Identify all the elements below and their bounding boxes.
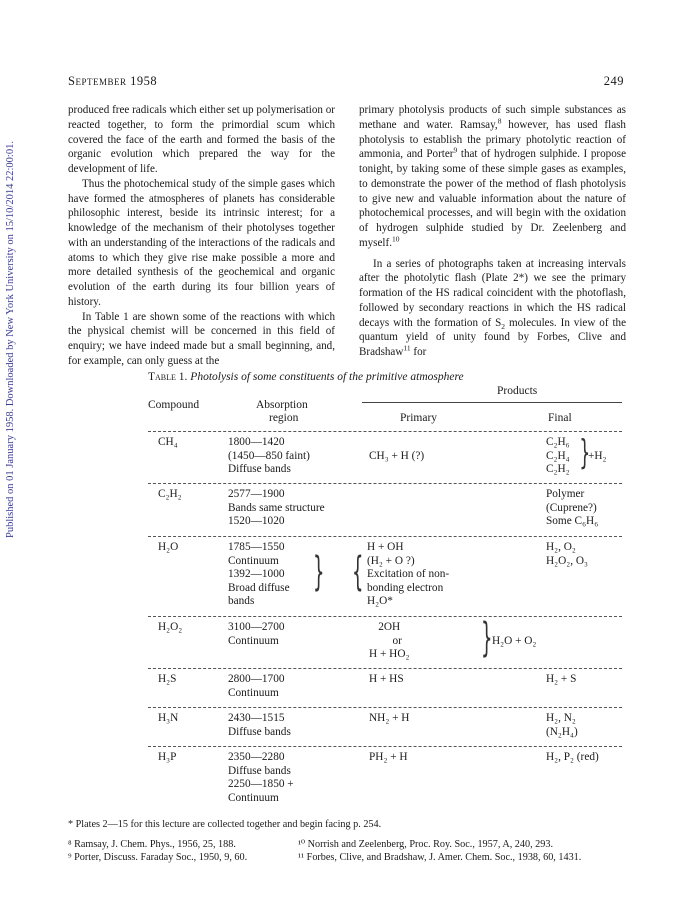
table-rule xyxy=(148,616,622,617)
download-stamp: Published on 01 January 1958. Downloaded by New York University on 15/10/2014 22:00:01. xyxy=(5,141,16,539)
paragraph: Thus the photochemical study of the simple gases which have formed the atmospheres of planets has considerable philosophic interest, beside its intrinsic interest; for a knowledge of the mechanism of their photolyses together with an understanding of the interactions of the radicals and atoms to which they give rise make possible a more and more detailed synthesis of the geochemical and organic evolution of the earth during its four billion years of history. xyxy=(68,177,335,308)
primary-ch4: CH₃ + H (?) xyxy=(369,450,425,462)
absorption-ch4: 1800—1420 (1450—850 faint) Diffuse bands xyxy=(228,436,310,475)
running-header xyxy=(68,74,624,90)
compound-h2o: H₂O xyxy=(158,541,179,553)
right-brace-icon: } xyxy=(579,433,591,473)
final-h2s: H₂ + S xyxy=(546,673,577,685)
primary-h3p: PH₂ + H xyxy=(369,751,408,763)
final-h3p: H₂, P₂ (red) xyxy=(546,751,599,763)
right-column xyxy=(359,103,626,360)
primary-h2o: H + OH (H₂ + O ?) Excitation of non- bonding electron H₂O* xyxy=(367,541,450,607)
compound-ch4: CH₄ xyxy=(158,436,178,448)
final-h3n: H₂, N₂ (N₂H₄) xyxy=(546,712,578,738)
footnote-ref9: ⁹ Porter, Discuss. Faraday Soc., 1950, 9, 60. xyxy=(68,852,248,863)
products-header: Products xyxy=(497,385,538,397)
primary-h2o2: 2OH or H + HO₂ xyxy=(369,621,410,660)
table-rule xyxy=(148,483,622,484)
header-date: September 1958 xyxy=(68,74,158,88)
compound-h3p: H₃P xyxy=(158,751,177,763)
final-ch4-h2: +H₂ xyxy=(588,450,607,462)
footnote-ref10: ¹⁰ Norrish and Zeelenberg, Proc. Roy. Soc., 1957, A, 240, 293. xyxy=(298,839,553,850)
col-header-final: Final xyxy=(548,412,572,424)
compound-h2s: H₂S xyxy=(158,673,177,685)
citation-10: 10 xyxy=(391,234,400,244)
compound-c2h2: C₂H₂ xyxy=(158,488,182,500)
final-c2h2: Polymer (Cuprene?) Some C₆H₆ xyxy=(546,488,599,527)
col-header-absorption: Absorption xyxy=(256,399,308,411)
compound-h2o2: H₂O₂ xyxy=(158,621,183,633)
absorption-h3n: 2430—1515 Diffuse bands xyxy=(228,712,291,738)
col-header-primary: Primary xyxy=(400,412,438,424)
primary-h3n: NH₂ + H xyxy=(369,712,410,724)
table-caption: Table 1. Photolysis of some constituents of the primitive atmosphere xyxy=(148,371,464,383)
table-rule xyxy=(148,536,622,537)
footnote-ref8: ⁸ Ramsay, J. Chem. Phys., 1956, 25, 188. xyxy=(68,839,236,850)
absorption-h2o2: 3100—2700 Continuum xyxy=(228,621,285,647)
products-underline xyxy=(362,402,622,403)
table-rule xyxy=(148,431,622,432)
paragraph: primary photolysis products of such simple substances as methane and water. Ramsay,$^8$ however, has used flash photolysis to establish the primary photolytic reaction of ammonia, and Porter$^9$ that of hydrogen sulphide. I propose tonight, by taking some of these simple gases as examples, to demonstrate the power of the method of flash photolysis to give new and valuable information about the nature of photochemical processes, and will begin with the oxidation of hydrogen sulphide studied by Dr. Zeelenberg and myself.$^{10}$ xyxy=(359,104,626,249)
paragraph: In Table 1 are shown some of the reactions with which the physical chemist will be concerned in this field of enquiry; we have indeed made but a small beginning, and, for example, can only guess at the xyxy=(68,310,335,367)
col-header-compound: Compound xyxy=(148,399,200,411)
final-ch4: C₂H₆ C₂H₄ C₂H₂ xyxy=(546,436,570,475)
citation-11: 11 xyxy=(403,343,411,353)
footnote-ref11: ¹¹ Forbes, Clive, and Bradshaw, J. Amer. Chem. Soc., 1938, 60, 1431. xyxy=(298,852,582,863)
citation-9: 9 xyxy=(453,145,458,155)
table-rule xyxy=(148,707,622,708)
right-brace-icon: } xyxy=(312,549,325,595)
compound-h3n: H₃N xyxy=(158,712,179,724)
final-h2o: H₂, O₂ H₂O₂, O₃ xyxy=(546,541,588,567)
table-rule xyxy=(148,668,622,669)
absorption-h3p: 2350—2280 Diffuse bands 2250—1850 + Continuum xyxy=(228,751,294,804)
primary-h2s: H + HS xyxy=(369,673,404,685)
citation-8: 8 xyxy=(497,116,502,126)
absorption-h2o: 1785—1550 Continuum 1392—1000 Broad diffuse bands xyxy=(228,541,290,607)
paragraph: In a series of photographs taken at increasing intervals after the photolytic flash (Plate 2*) we see the primary formation of the HS radical coincident with the photoflash, followed by secondary reactions in which the HS radical decays with the formation of $S_2$ molecules. In view of the quantum yield of unity found by Forbes, Clive and Bradshaw$^{11}$ for xyxy=(359,257,627,358)
right-brace-icon: } xyxy=(480,615,493,661)
footnote-plates: * Plates 2—15 for this lecture are collected together and begin facing p. 254. xyxy=(68,819,382,830)
paragraph: produced free radicals which either set up polymerisation or reacted together, to form the primordial scum which covered the face of the earth and formed the basis of the organic evolution which prepared the way for the development of life. xyxy=(68,104,335,175)
left-brace-icon: { xyxy=(351,549,364,595)
final-h2o2: H₂O + O₂ xyxy=(492,635,537,647)
absorption-c2h2: 2577—1900 Bands same structure 1520—1020 xyxy=(228,488,325,527)
absorption-h2s: 2800—1700 Continuum xyxy=(228,673,285,699)
page-number: 249 xyxy=(603,74,624,88)
table-rule xyxy=(148,746,622,747)
left-column xyxy=(68,103,335,369)
col-header-region: region xyxy=(269,412,299,424)
